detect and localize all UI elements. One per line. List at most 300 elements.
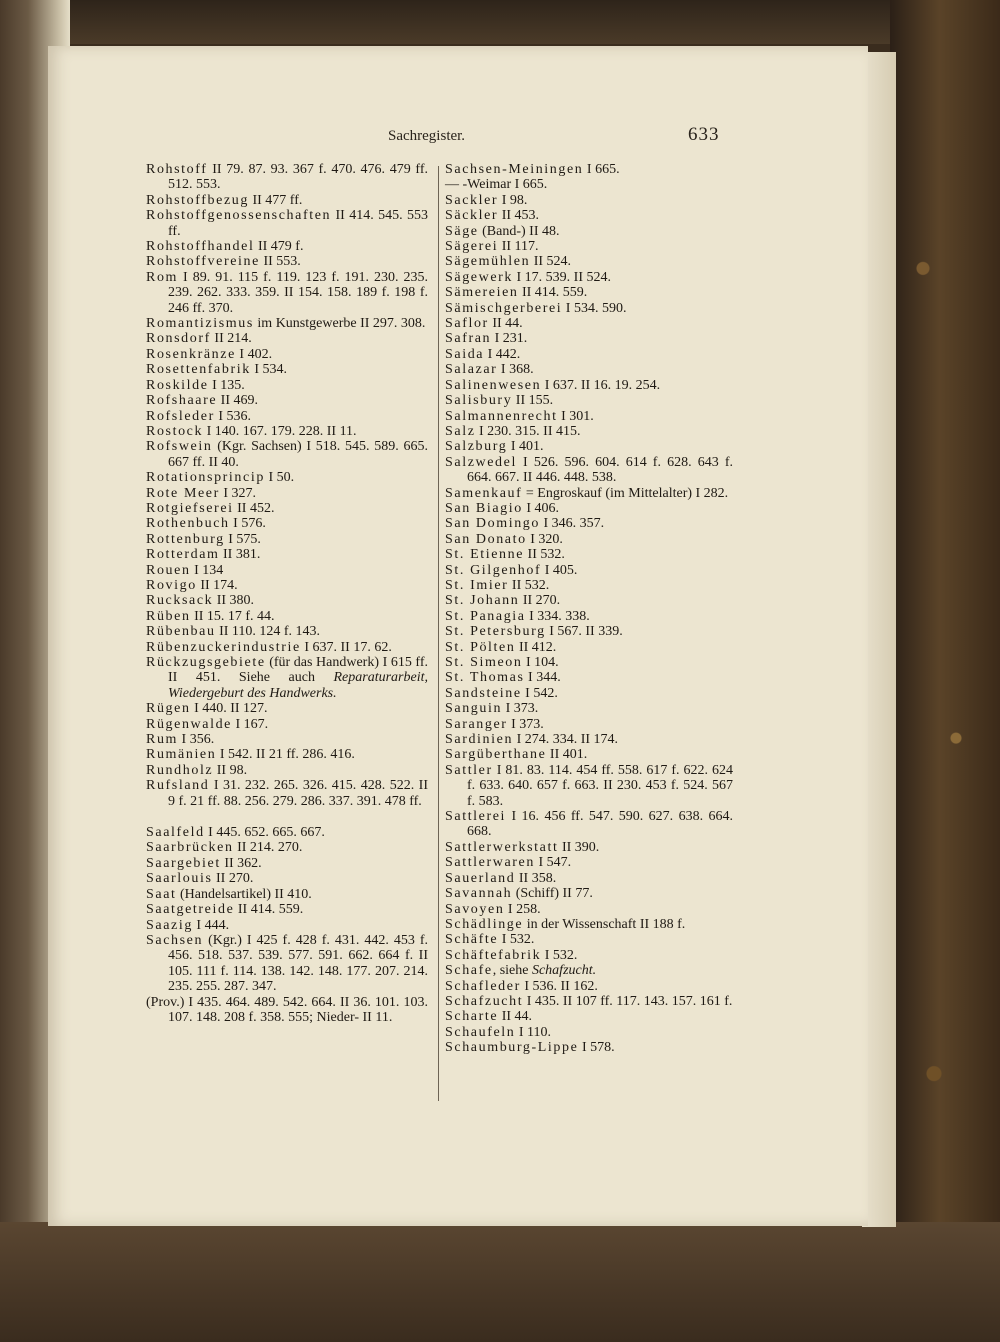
index-term: Rostock — [146, 423, 204, 439]
index-term: St. Imier — [445, 577, 509, 593]
index-references: I 665. — [583, 162, 620, 177]
index-references: I 346. 357. — [540, 516, 605, 532]
index-entry — [146, 640, 428, 655]
index-term: Romantizismus — [146, 316, 254, 332]
index-column-right — [445, 162, 733, 1056]
index-term: San Donato — [445, 531, 527, 547]
index-entry — [445, 948, 733, 963]
index-term: Rosenkränze — [146, 346, 236, 362]
index-references: I 320. — [526, 531, 563, 547]
index-term: Rückzugsgebiete — [146, 655, 266, 670]
index-references: I 368. — [497, 362, 534, 378]
index-term: Rote Meer — [146, 485, 220, 501]
index-term: Sägemühlen — [445, 254, 531, 270]
index-references: I 435. II 107 ff. 117. 143. 157. 161 f. — [523, 993, 733, 1009]
index-references: I 258. — [504, 901, 541, 917]
index-entry — [445, 378, 733, 393]
index-term: Salisbury — [445, 393, 513, 409]
index-entry — [445, 747, 733, 762]
index-term: Rohstoffgenossenschaften — [146, 208, 332, 224]
index-entry — [146, 162, 428, 193]
index-term: Ronsdorf — [146, 331, 211, 347]
index-entry — [146, 609, 428, 624]
index-entry — [146, 563, 428, 578]
index-references: II 479 f. — [254, 239, 304, 255]
index-term: Rufsland — [146, 778, 210, 794]
index-entry — [445, 732, 733, 747]
index-references: II 532. — [524, 547, 565, 563]
index-references: I 440. II 127. — [190, 701, 268, 717]
index-column-left — [146, 162, 428, 1025]
index-entry — [146, 856, 428, 871]
section-gap — [146, 809, 428, 825]
index-entry — [146, 439, 428, 470]
index-references: II 381. — [219, 547, 261, 563]
index-entry — [146, 825, 428, 840]
index-term: Sardinien — [445, 732, 514, 748]
index-references: II 98. — [213, 762, 248, 778]
index-entry — [146, 193, 428, 208]
index-references: I 81. 83. 114. 454 ff. 558. 617 f. 622. 624 f. 633. 640. 657 f. 663. II 230. 453 f. 524. 567 f. 583. — [467, 762, 733, 809]
index-references: II 174. — [196, 577, 238, 593]
index-references: I 104. — [522, 655, 559, 670]
index-term: Sandsteine — [445, 685, 522, 701]
index-term: Scharte — [445, 1009, 499, 1025]
index-entry — [146, 378, 428, 393]
index-references: I 373. — [502, 701, 539, 717]
index-references: (Kgr. Sachsen) I 518. 545. 589. 665. 667 ff. II 40. — [168, 439, 428, 470]
index-references: I 301. — [557, 408, 594, 424]
index-term: Schaufeln — [445, 1024, 516, 1040]
index-references: I 406. — [522, 500, 560, 516]
index-entry — [445, 486, 733, 501]
index-entry — [445, 1009, 733, 1024]
index-term: St. Johann — [445, 593, 520, 609]
index-term: Sägerei — [445, 239, 499, 255]
index-term: Schäftefabrik — [445, 947, 542, 963]
index-term: St. Simeon — [445, 655, 523, 670]
index-term: Rügenwalde — [146, 716, 232, 732]
index-references: (Band-) II 48. — [478, 223, 560, 239]
index-references: II 453. — [498, 208, 540, 224]
index-entry — [445, 254, 733, 269]
index-term: St. Etienne — [445, 547, 525, 563]
index-term: Samenkauf — [445, 485, 523, 501]
index-references: I 17. 539. II 524. — [513, 269, 612, 285]
index-term: Sachsen — [146, 932, 204, 948]
index-entry — [146, 933, 428, 995]
index-term: Saranger — [445, 716, 508, 732]
index-entry — [146, 254, 428, 269]
index-term: Rotationsprincip — [146, 470, 265, 486]
index-references: I 534. — [250, 362, 287, 378]
index-references: I 401. — [507, 439, 544, 455]
index-references: I 373. — [507, 716, 544, 732]
index-references: I 31. 232. 265. 326. 415. 428. 522. II 9 f. 21 ff. 88. 256. 279. 286. 337. 391. 478 ff. — [168, 778, 428, 809]
index-references: I 547. — [534, 855, 572, 871]
index-entry — [146, 747, 428, 762]
running-title: Sachregister. — [388, 128, 466, 144]
index-references: I 135. — [208, 377, 245, 393]
index-references: II 270. — [519, 593, 561, 609]
index-references: II 270. — [212, 871, 254, 887]
index-term: Schafzucht — [445, 993, 524, 1009]
index-entry — [445, 963, 733, 978]
index-entry — [146, 593, 428, 608]
index-references: II 362. — [220, 855, 262, 871]
index-references: I 405. — [541, 562, 578, 578]
index-entry — [146, 763, 428, 778]
index-term: Saazig — [146, 917, 193, 933]
index-entry — [146, 547, 428, 562]
index-references: I 167. — [231, 716, 269, 732]
index-references: II 477 ff. — [248, 192, 303, 208]
index-term: Rübenbau — [146, 624, 216, 640]
index-entry — [445, 809, 733, 840]
index-term: Rosettenfabrik — [146, 362, 251, 378]
index-term: Sägewerk — [445, 269, 514, 285]
index-entry — [445, 640, 733, 655]
index-entry — [445, 670, 733, 685]
page-header — [48, 124, 868, 154]
book-marbled-binding — [890, 0, 1000, 1342]
index-references: I 542. — [521, 685, 558, 701]
index-term: Säckler — [445, 208, 499, 224]
index-references: I 445. 652. 665. 667. — [204, 825, 325, 841]
index-entry — [445, 1025, 733, 1040]
index-entry — [445, 177, 733, 192]
index-term: Saargebiet — [146, 855, 221, 871]
index-term: St. Panagia — [445, 608, 526, 624]
index-term: St. Thomas — [445, 670, 525, 686]
index-references: , siehe — [492, 963, 532, 979]
index-references: (für das Handwerk) I 615 ff. II 451. Siehe auch — [168, 655, 428, 686]
index-entry — [146, 409, 428, 424]
cross-reference: Reparaturarbeit, Wiedergeburt des Handwerks. — [168, 670, 428, 701]
index-entry — [445, 624, 733, 639]
index-term: Sargüberthane — [445, 747, 547, 763]
index-term: Saatgetreide — [146, 902, 235, 918]
index-references: (Handelsartikel) II 410. — [176, 886, 312, 902]
page-number: 633 — [688, 124, 720, 145]
index-term: Sachsen-Meiningen — [445, 162, 584, 177]
index-references: I 532. — [498, 932, 535, 948]
index-references: II 214. — [210, 331, 252, 347]
index-references: I 231. — [491, 331, 528, 347]
index-entry — [146, 470, 428, 485]
index-entry — [146, 701, 428, 716]
index-term: Rotterdam — [146, 547, 220, 563]
index-references: II 524. — [530, 254, 572, 270]
index-entry — [445, 979, 733, 994]
index-entry — [445, 193, 733, 208]
index-references: I 442. — [484, 346, 521, 362]
index-references: I 110. — [515, 1024, 552, 1040]
index-references: II 401. — [546, 747, 588, 763]
index-entry — [445, 409, 733, 424]
index-term: Rumänien — [146, 747, 217, 763]
index-entry — [146, 887, 428, 902]
index-term: Sackler — [445, 192, 499, 208]
index-entry — [146, 316, 428, 331]
index-entry — [146, 393, 428, 408]
index-term: Salzwedel — [445, 454, 517, 470]
index-references: II 469. — [217, 393, 258, 409]
index-term: Rom — [146, 269, 179, 285]
index-references: I 334. 338. — [525, 608, 590, 624]
index-references: I 134 — [190, 562, 224, 578]
index-entry — [445, 655, 733, 670]
index-entry — [445, 563, 733, 578]
index-entry — [445, 593, 733, 608]
index-references: II 414. 545. 553 ff. — [168, 208, 428, 239]
index-references: I 444. — [192, 917, 230, 933]
index-references: II 79. 87. 93. 367 f. 470. 476. 479 ff. 512. 553. — [168, 162, 428, 193]
index-entry — [445, 917, 733, 932]
index-entry — [146, 331, 428, 346]
index-term: Rundholz — [146, 762, 214, 778]
index-entry — [146, 208, 428, 239]
index-term: Saarbrücken — [146, 840, 234, 856]
index-references: I 89. 91. 115 f. 119. 123 f. 191. 230. 235. 239. 262. 333. 359. II 154. 158. 189 f. 198 f. 246 ff. 370. — [168, 269, 428, 316]
index-references: I 536. — [214, 408, 251, 424]
book-top-edge — [0, 0, 1000, 44]
index-term: Saida — [445, 346, 485, 362]
index-entry — [146, 501, 428, 516]
index-entry — [146, 270, 428, 316]
index-entry — [445, 239, 733, 254]
index-entry — [146, 578, 428, 593]
index-term: Schädlinge — [445, 916, 524, 932]
index-references: I 575. — [224, 531, 261, 547]
index-entry — [445, 717, 733, 732]
index-entry — [445, 1040, 733, 1055]
index-entry — [146, 778, 428, 809]
index-references: II 412. — [515, 639, 557, 655]
index-references: — -Weimar I 665. — [445, 177, 548, 193]
index-term: Savannah — [445, 886, 513, 902]
index-entry — [445, 208, 733, 223]
index-entry — [445, 347, 733, 362]
index-references: I 274. 334. II 174. — [513, 732, 619, 748]
index-entry — [146, 532, 428, 547]
index-entry — [445, 686, 733, 701]
index-term: Schaumburg-Lippe — [445, 1040, 579, 1056]
index-term: Sämischgerberei — [445, 300, 563, 316]
index-entry — [445, 301, 733, 316]
index-references: II 414. 559. — [518, 285, 588, 301]
index-entry — [146, 732, 428, 747]
index-references: II 553. — [259, 254, 301, 270]
index-entry — [445, 840, 733, 855]
index-entry — [445, 424, 733, 439]
index-entry — [445, 439, 733, 454]
index-entry — [445, 316, 733, 331]
index-references: I 50. — [264, 470, 295, 486]
index-references: (Kgr.) I 425 f. 428 f. 431. 442. 453 f. 456. 518. 537. 539. 577. 591. 662. 664 f. II 105. 111 f. 114. 138. 142. 148. 177. 207. 214. 235. 255. 287. 347. — [168, 932, 428, 995]
index-entry — [146, 239, 428, 254]
index-references: I 327. — [219, 485, 257, 501]
index-references: I 576. — [229, 516, 266, 532]
index-references: I 344. — [524, 670, 561, 686]
index-entry — [146, 362, 428, 377]
index-entry — [445, 902, 733, 917]
cross-reference: Schafzucht. — [531, 963, 597, 979]
index-term: Rum — [146, 732, 179, 748]
index-entry — [445, 609, 733, 624]
index-entry — [445, 455, 733, 486]
index-term: Salmannenrecht — [445, 408, 558, 424]
index-term: Salzburg — [445, 439, 508, 455]
index-term: Rothenbuch — [146, 516, 230, 532]
index-references: II 110. 124 f. 143. — [215, 624, 321, 640]
index-references: II 117. — [498, 239, 539, 255]
index-term: Sämereien — [445, 285, 519, 301]
index-references: I 98. — [498, 192, 528, 208]
index-term: San Biagio — [445, 500, 523, 516]
index-entry — [445, 162, 733, 177]
index-references: I 532. — [541, 947, 578, 963]
index-term: Rottenburg — [146, 531, 225, 547]
index-entry — [445, 516, 733, 531]
index-term: Rovigo — [146, 577, 197, 593]
index-entry — [445, 285, 733, 300]
index-entry — [445, 886, 733, 901]
index-term: Rohstoffhandel — [146, 239, 255, 255]
index-term: Salinenwesen — [445, 377, 542, 393]
index-term: Rofswein — [146, 439, 213, 455]
index-references: I 637. II 16. 19. 254. — [541, 377, 661, 393]
index-term: Saat — [146, 886, 177, 902]
index-term: Sattlerwerkstatt — [445, 839, 559, 855]
index-entry — [146, 871, 428, 886]
index-term: Rübenzuckerindustrie — [146, 639, 301, 655]
index-references: II 532. — [508, 577, 550, 593]
index-references: I 356. — [178, 732, 215, 748]
index-references: I 567. II 339. — [545, 624, 623, 640]
index-term: Rohstoffbezug — [146, 192, 249, 208]
index-references: I 402. — [235, 346, 273, 362]
index-term: Savoyen — [445, 901, 505, 917]
index-references: I 140. 167. 179. 228. II 11. — [203, 423, 357, 439]
index-entry — [445, 532, 733, 547]
index-term: St. Petersburg — [445, 624, 546, 640]
index-references: I 534. 590. — [562, 300, 627, 316]
book-bottom-edge — [0, 1222, 1000, 1342]
index-entry — [445, 393, 733, 408]
index-term: Rügen — [146, 701, 191, 717]
index-references: II 452. — [233, 500, 275, 516]
index-entry — [445, 994, 733, 1009]
index-term: Saarlouis — [146, 871, 213, 887]
index-references: II 44. — [498, 1009, 533, 1025]
index-term: Rotgiefserei — [146, 500, 234, 516]
index-entry — [146, 902, 428, 917]
index-references: I 230. 315. II 415. — [475, 423, 581, 439]
index-references: (Schiff) II 77. — [512, 886, 593, 902]
index-entry — [445, 763, 733, 809]
index-term: Sauerland — [445, 870, 516, 886]
index-term: St. Gilgenhof — [445, 562, 542, 578]
index-references: I 536. II 162. — [520, 978, 598, 994]
index-references: I 16. 456 ff. 547. 590. 627. 638. 664. 668. — [467, 809, 733, 840]
index-references: I 578. — [578, 1040, 615, 1056]
index-entry — [445, 331, 733, 346]
index-term: Rofshaare — [146, 393, 218, 409]
index-term: Saflor — [445, 316, 489, 332]
index-references: II 390. — [558, 839, 600, 855]
index-entry — [146, 918, 428, 933]
index-term: Roskilde — [146, 377, 209, 393]
index-entry — [445, 932, 733, 947]
index-references: II 44. — [488, 316, 523, 332]
index-entry — [445, 547, 733, 562]
index-references: I 542. II 21 ff. 286. 416. — [216, 747, 355, 763]
index-references: = Engroskauf (im Mittelalter) I 282. — [522, 485, 729, 501]
index-entry — [146, 995, 428, 1026]
index-entry — [146, 486, 428, 501]
index-entry — [146, 424, 428, 439]
index-entry — [445, 224, 733, 239]
index-entry — [445, 701, 733, 716]
index-term: Sattlerwaren — [445, 855, 535, 871]
index-references: (Prov.) I 435. 464. 489. 542. 664. II 36. 101. 103. 107. 148. 208 f. 358. 555; Nieder- II 11. — [146, 994, 428, 1025]
index-entry — [445, 270, 733, 285]
index-term: Safran — [445, 331, 492, 347]
index-references: im Kunstgewerbe II 297. 308. — [253, 316, 426, 332]
index-references: II 414. 559. — [234, 902, 304, 918]
index-term: Rucksack — [146, 593, 214, 609]
index-entry — [445, 871, 733, 886]
index-term: Rohstoffvereine — [146, 254, 260, 270]
index-term: St. Pölten — [445, 639, 516, 655]
index-entry — [146, 516, 428, 531]
index-references: II 214. 270. — [233, 840, 303, 856]
index-references: II 15. 17 f. 44. — [190, 608, 275, 624]
index-references: in der Wissenschaft II 188 f. — [523, 916, 686, 932]
index-entry — [445, 362, 733, 377]
index-term: Salazar — [445, 362, 498, 378]
index-entry — [445, 501, 733, 516]
index-term: Säge — [445, 223, 479, 239]
index-term: Schafe — [445, 963, 493, 979]
index-term: Schafleder — [445, 978, 521, 994]
index-references: II 380. — [213, 593, 255, 609]
column-divider — [438, 166, 439, 1101]
index-term: Rüben — [146, 608, 191, 624]
index-term: Rouen — [146, 562, 191, 578]
index-term: Saalfeld — [146, 825, 205, 841]
index-term: Sanguin — [445, 701, 503, 717]
index-references: I 637. II 17. 62. — [300, 639, 392, 655]
index-term: Sattler — [445, 762, 493, 778]
index-term: San Domingo — [445, 516, 540, 532]
index-page — [48, 46, 868, 1226]
index-entry — [146, 347, 428, 362]
index-term: Sattlerei — [445, 809, 507, 825]
index-references: II 358. — [515, 870, 557, 886]
index-entry — [146, 655, 428, 701]
index-entry — [445, 578, 733, 593]
index-term: Schäfte — [445, 932, 499, 948]
index-term: Rofsleder — [146, 408, 215, 424]
index-entry — [146, 624, 428, 639]
index-references: I 526. 596. 604. 614 f. 628. 643 f. 664. 667. II 446. 448. 538. — [467, 454, 733, 486]
index-entry — [445, 855, 733, 870]
index-term: Rohstoff — [146, 162, 208, 177]
index-entry — [146, 717, 428, 732]
index-term: Salz — [445, 423, 476, 439]
